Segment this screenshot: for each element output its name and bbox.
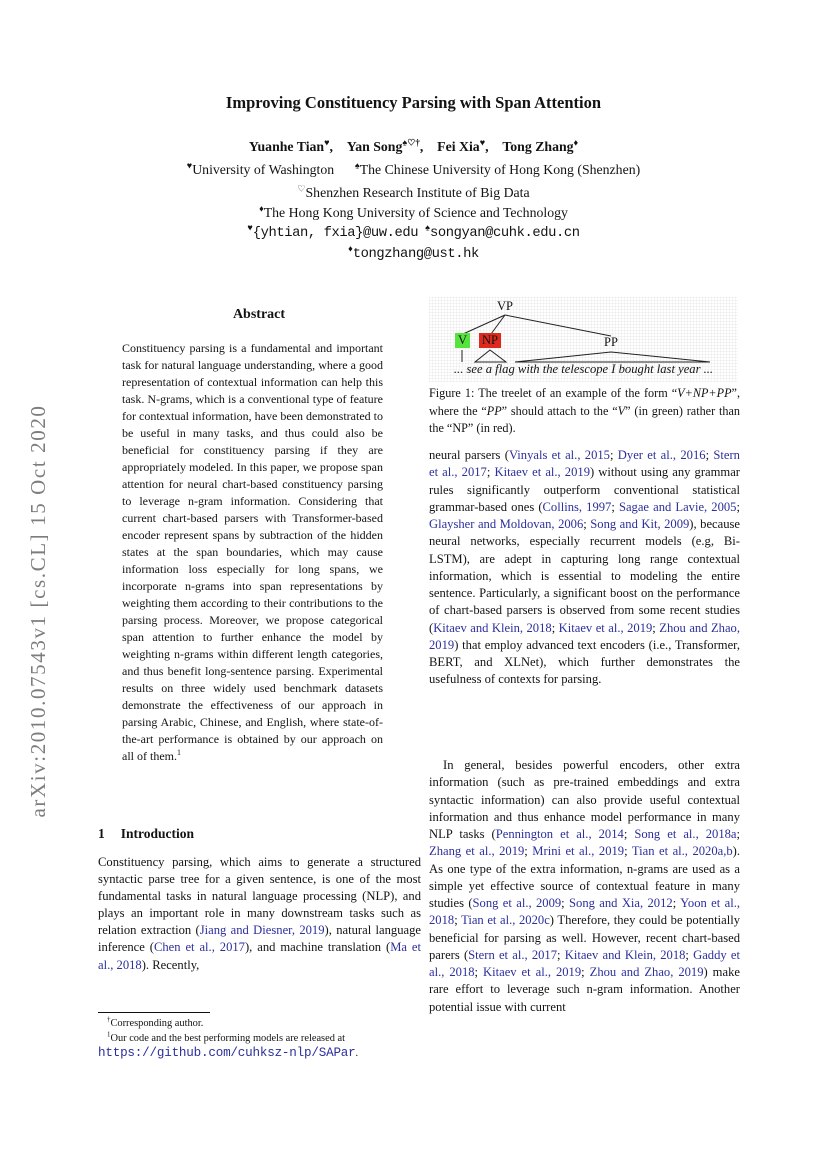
paper-title: Improving Constituency Parsing with Span Attention xyxy=(225,93,602,112)
citation-link[interactable]: Kitaev et al., 2019 xyxy=(558,620,653,635)
citation-link[interactable]: Kitaev et al., 2019 xyxy=(494,465,590,480)
arxiv-watermark: arXiv:2010.07543v1 [cs.CL] 15 Oct 2020 xyxy=(26,404,50,818)
citation-link[interactable]: Glaysher and Moldovan, 2006 xyxy=(429,517,584,531)
citation-link[interactable]: Stern et al., 2017 xyxy=(429,448,740,480)
citation-link[interactable]: Zhou and Zhao, 2019 xyxy=(429,620,740,652)
citation-link[interactable]: Song et al., 2018a xyxy=(634,827,737,841)
footnote-rule xyxy=(98,1012,210,1013)
section-number: 1 xyxy=(98,826,105,841)
citation-link[interactable]: Kitaev and Klein, 2018 xyxy=(433,620,552,635)
citation-link[interactable]: Ma et al., 2018 xyxy=(98,940,421,972)
citation-link[interactable]: Collins, 1997 xyxy=(542,499,612,514)
authors-line: Yuanhe Tian♥, Yan Song♠♡†, Fei Xia♥, Tong Zhang♦ xyxy=(248,137,579,154)
tree-node-v-highlighted-green: V xyxy=(455,333,470,348)
footnote-code-release: $^1$Our code and the best performing models are released at https://github.com/cuhksz-nlp/SAPar. xyxy=(98,1031,359,1060)
citation-link[interactable]: Zhou and Zhao, 2019 xyxy=(589,965,704,979)
citation-link[interactable]: Song and Xia, 2012 xyxy=(569,896,673,910)
right-column-paragraph-1: neural parsers (Vinyals et al., 2015; Dyer et al., 2016; Stern et al., 2017; Kitaev et al., 2019) without using any grammar rules significantly outperform conventional statistical grammar-based ones (Collins, 1997; Sagae and Lavie, 2005; Glaysher and Moldovan, 2006; Song and Kit, 2009), because neural networks, especially recurrent models (e.g, Bi-LSTM), are adept in capturing long range contextual information, which is essential to modeling the entire sentence. Particularly, a significant boost on the performance of chart-based parsers is observed from some recent studies (Kitaev and Klein, 2018; Kitaev et al., 2019; Zhou and Zhao, 2019) that employ advanced text encoders (i.e., Transformer, BERT, and XLNet), which further demonstrates the usefulness of contexts for parsing. xyxy=(429,448,740,687)
figure-1-parse-tree xyxy=(429,297,738,382)
citation-link[interactable]: Song et al., 2009 xyxy=(472,896,562,910)
citation-link[interactable]: Dyer et al., 2016 xyxy=(617,448,706,462)
citation-link[interactable]: Pennington et al., 2014 xyxy=(495,827,624,841)
right-column-paragraph-2: In general, besides powerful encoders, other extra information (such as pre-trained embeddings and extra syntactic information) can also provide useful contextual information and thus enhance model performance in many NLP tasks (Pennington et al., 2014; Song et al., 2018a; Zhang et al., 2019; Mrini et al., 2019; Tian et al., 2020a,b). As one type of the extra information, n-grams are used as a simple yet effective source of contextual feature in many studies (Song et al., 2009; Song and Xia, 2012; Yoon et al., 2018; Tian et al., 2020c) Therefore, they could be potentially beneficial for parsing as well. However, recent chart-based parers (Stern et al., 2017; Kitaev and Klein, 2018; Gaddy et al., 2018; Kitaev et al., 2019; Zhou and Zhao, 2019) make rare effort to leverage such n-gram information. Another potential issue with current xyxy=(429,758,741,1014)
citation-link[interactable]: Tian et al., 2020c xyxy=(461,913,550,928)
email-line-1: ♥{yhtian, fxia}@uw.edu ♠songyan@cuhk.edu.cn xyxy=(247,222,580,241)
citation-link[interactable]: Zhang et al., 2019 xyxy=(429,844,525,859)
abstract-text: Constituency parsing is a fundamental and important task for natural language understanding, where a good representation of contextual information can help this task. N-grams, which is a conventional type of feature for contextual information, have been demonstrated to be useful in many tasks, and thus could also be beneficial for constituency parsing if they are appropriately modeled. In this paper, we propose span attention for neural chart-based constituency parsing to leverage n-gram information. Considering that current chart-based parsers with Transformer-based encoder represent spans by subtraction of the hidden states at the span boundaries, which may cause information loss especially for long spans, we incorporate n-grams into span representations by weighting them according to their contributions to the parsing process. Moreover, we propose categorical span attention to further enhance the model by weighting n-grams within different length categories, and thus benefit long-sentence parsing. Experimental results on three widely used benchmark datasets demonstrate the effectiveness of our approach in parsing Arabic, Chinese, and English, where state-of-the-art performance is obtained by our approach on all of them.$^1$ xyxy=(122,341,383,763)
tree-node-pp: PP xyxy=(604,335,618,349)
citation-link[interactable]: Jiang and Diesner, 2019 xyxy=(199,923,325,938)
abstract-heading: Abstract xyxy=(232,307,286,322)
intro-paragraph: Constituency parsing, which aims to generate a structured syntactic parse tree for a given sentence, is one of the most fundamental tasks in natural language processing (NLP), and plays an important role in many downstream tasks such as relation extraction (Jiang and Diesner, 2019), natural language inference (Chen et al., 2017), and machine translation (Ma et al., 2018). Recently, xyxy=(98,855,421,972)
citation-link[interactable]: Song and Kit, 2009 xyxy=(590,517,690,531)
email-line-2: ♦tongzhang@ust.hk xyxy=(348,243,479,262)
tree-node-np-highlighted-red: NP xyxy=(479,333,501,348)
citation-link[interactable]: Kitaev et al., 2019 xyxy=(483,965,582,979)
section-title: Introduction xyxy=(120,826,195,841)
citation-link[interactable]: Vinyals et al., 2015 xyxy=(508,448,610,462)
citation-link[interactable]: Sagae and Lavie, 2005 xyxy=(618,499,737,514)
citation-link[interactable]: Stern et al., 2017 xyxy=(468,947,558,962)
example-sentence: ... see a flag with the telescope I bought last year ... xyxy=(453,362,714,376)
affiliation-line-3: ♦The Hong Kong University of Science and Technology xyxy=(259,203,568,220)
affiliation-line-1: ♥University of Washington ♠The Chinese University of Hong Kong (Shenzhen) xyxy=(186,160,641,177)
section-heading-introduction xyxy=(98,826,420,842)
affiliation-line-2: ♡Shenzhen Research Institute of Big Data xyxy=(297,183,530,200)
citation-link[interactable]: Tian et al., 2020a,b xyxy=(631,844,733,859)
citation-link[interactable]: Kitaev and Klein, 2018 xyxy=(564,947,686,962)
citation-link[interactable]: Chen et al., 2017 xyxy=(153,940,245,955)
footnote-block xyxy=(98,1012,420,1062)
tree-node-vp: VP xyxy=(497,299,513,313)
figure-1-caption: Figure 1: The treelet of an example of the form “V+NP+PP”, where the “PP” should attach to the “V” (in green) rather than the “NP” (in red). xyxy=(429,386,740,435)
citation-link[interactable]: Yoon et al., 2018 xyxy=(429,896,741,928)
footnote-url-link[interactable]: https://github.com/cuhksz-nlp/SAPar xyxy=(98,1046,356,1060)
citation-link[interactable]: Gaddy et al., 2018 xyxy=(429,947,740,979)
footnote-corresponding-author: †Corresponding author. xyxy=(107,1016,204,1029)
citation-link[interactable]: Mrini et al., 2019 xyxy=(532,844,625,859)
